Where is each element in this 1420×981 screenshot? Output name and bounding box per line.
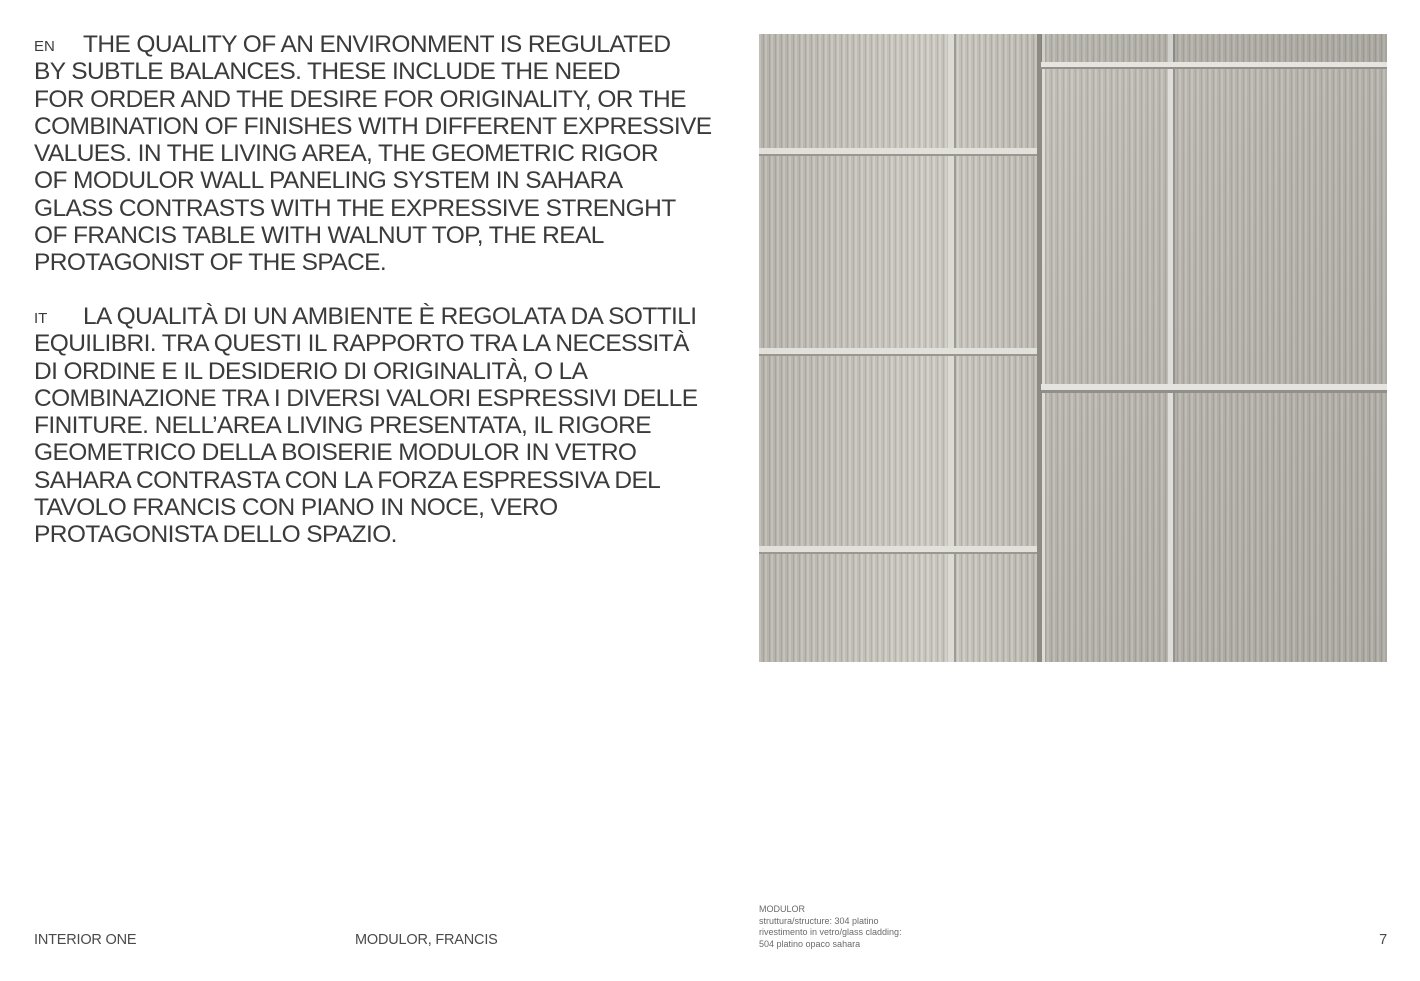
it-line-5: FINITURE. NELL’AREA LIVING PRESENTATA, IL RIGORE [34,412,651,440]
en-line-6: OF MODULOR WALL PANELING SYSTEM IN SAHARA [34,167,623,195]
wall-panel-illustration [759,34,1387,662]
en-line-8: OF FRANCIS TABLE WITH WALNUT TOP, THE REAL [34,222,604,250]
en-line-1: EN THE QUALITY OF AN ENVIRONMENT IS REGULATED [34,31,694,58]
it-line-8: TAVOLO FRANCIS CON PIANO IN NOCE, VERO [34,494,558,522]
it-line-7: SAHARA CONTRASTA CON LA FORZA ESPRESSIVA DEL [34,466,661,494]
it-line-9: PROTAGONISTA DELLO SPAZIO. [34,521,397,549]
en-line-5: VALUES. IN THE LIVING AREA, THE GEOMETRIC RIGOR [34,140,658,168]
caption-cladding: rivestimento in vetro/glass cladding: [759,927,902,937]
caption-finish: 504 platino opaco sahara [759,938,861,949]
caption-title: MODULOR [759,904,806,914]
footer-products: MODULOR, FRANCIS [355,932,498,948]
italian-paragraph [34,303,698,549]
en-line-9: PROTAGONIST OF THE SPACE. [34,249,387,277]
en-line-7: GLASS CONTRASTS WITH THE EXPRESSIVE STRENGHT [34,194,676,222]
caption-structure: struttura/structure: 304 platino [759,915,879,926]
product-caption [759,904,902,950]
it-line-1: IT LA QUALITÀ DI UN AMBIENTE È REGOLATA DA SOTTILI [34,303,694,330]
footer-section-title: INTERIOR ONE [34,932,137,948]
it-language-tag: IT [34,310,48,327]
modulor-wall-panel-photo [759,34,1387,662]
en-line-4: COMBINATION OF FINISHES WITH DIFFERENT EXPRESSIVE [34,112,712,140]
it-line-3: DI ORDINE E IL DESIDERIO DI ORIGINALITÀ, O LA [34,357,588,385]
en-line-2: BY SUBTLE BALANCES. THESE INCLUDE THE NEED [34,58,621,86]
it-line-6: GEOMETRICO DELLA BOISERIE MODULOR IN VETRO [34,439,637,467]
it-line-2: EQUILIBRI. TRA QUESTI IL RAPPORTO TRA LA NECESSITÀ [34,330,689,358]
it-line-4: COMBINAZIONE TRA I DIVERSI VALORI ESPRESSIVI DELLE [34,384,698,412]
english-paragraph [34,31,712,277]
en-language-tag: EN [34,38,55,55]
page-number: 7 [1379,932,1387,948]
en-line-3: FOR ORDER AND THE DESIRE FOR ORIGINALITY, OR THE [34,85,686,113]
